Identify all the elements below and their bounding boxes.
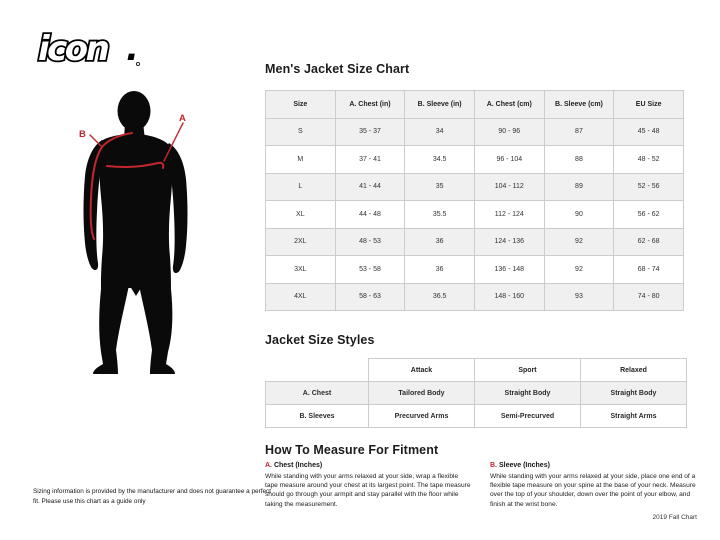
- row-label: S: [266, 118, 336, 146]
- mens-jacket-size-chart-table: [265, 90, 684, 311]
- cell: 96 - 104: [474, 146, 544, 174]
- table-row: [266, 118, 684, 146]
- cell: 52 - 56: [614, 173, 684, 201]
- cell: 35.5: [405, 201, 475, 229]
- cell: 90 - 96: [474, 118, 544, 146]
- male-silhouette-figure: [30, 80, 250, 385]
- measure-instructions: [265, 462, 697, 509]
- cell: 62 - 68: [614, 228, 684, 256]
- table-row: [266, 283, 684, 311]
- table-row: [266, 256, 684, 284]
- table-row: [266, 382, 687, 405]
- col-header: Attack: [369, 359, 475, 382]
- measure-sleeve-prefix: B.: [490, 462, 497, 469]
- row-label: M: [266, 146, 336, 174]
- cell: 92: [544, 256, 614, 284]
- row-label: B. Sleeves: [266, 405, 369, 428]
- header-row: [266, 91, 684, 119]
- measure-chest-prefix: A.: [265, 462, 272, 469]
- table-row: [266, 201, 684, 229]
- cell: 93: [544, 283, 614, 311]
- cell: 90: [544, 201, 614, 229]
- size-chart-title: Men's Jacket Size Chart: [265, 62, 410, 76]
- measure-chest-body: While standing with your arms relaxed at your side, wrap a flexible tape measure around your chest at its largest point. The tape measure should go through your armpit and stay parallel with the floor while taking the measurement.: [265, 472, 471, 508]
- cell: 34: [405, 118, 475, 146]
- table-row: [266, 405, 687, 428]
- cell: Semi-Precurved: [475, 405, 581, 428]
- cell: 56 - 62: [614, 201, 684, 229]
- measure-chest-heading: [265, 462, 472, 469]
- cell: Straight Body: [475, 382, 581, 405]
- col-header: Relaxed: [581, 359, 687, 382]
- chart-version: 2019 Fall Chart: [652, 514, 697, 521]
- cell: 37 - 41: [335, 146, 405, 174]
- col-header: B. Sleeve (in): [405, 91, 475, 119]
- cell: 34.5: [405, 146, 475, 174]
- sizing-disclaimer: Sizing information is provided by the manufacturer and does not guarantee a perfect fit. Please use this chart as a guide only: [33, 488, 272, 505]
- icon-logo-dot: .: [126, 29, 139, 69]
- measure-title: How To Measure For Fitment: [265, 443, 439, 457]
- cell: 48 - 53: [335, 228, 405, 256]
- cell: 44 - 48: [335, 201, 405, 229]
- cell: 36: [405, 228, 475, 256]
- cell: 104 - 112: [474, 173, 544, 201]
- male-silhouette-svg: [30, 80, 250, 380]
- row-label: 4XL: [266, 283, 336, 311]
- cell: 124 - 136: [474, 228, 544, 256]
- cell: 74 - 80: [614, 283, 684, 311]
- diagram-label-b: B: [79, 129, 86, 140]
- male-silhouette-icon: [84, 91, 188, 374]
- cell: 148 - 160: [474, 283, 544, 311]
- row-label: 2XL: [266, 228, 336, 256]
- col-header: A. Chest (in): [335, 91, 405, 119]
- blank-header: [266, 359, 369, 382]
- measure-sleeve-section: [490, 462, 697, 509]
- col-header: EU Size: [614, 91, 684, 119]
- cell: 136 - 148: [474, 256, 544, 284]
- col-header: Size: [266, 91, 336, 119]
- cell: 48 - 52: [614, 146, 684, 174]
- style-chart-title: Jacket Size Styles: [265, 333, 375, 347]
- cell: 89: [544, 173, 614, 201]
- jacket-size-styles-table: [265, 358, 687, 428]
- cell: 68 - 74: [614, 256, 684, 284]
- table-row: [266, 228, 684, 256]
- measure-chest-section: [265, 462, 472, 509]
- row-label: 3XL: [266, 256, 336, 284]
- header-row: [266, 359, 687, 382]
- measure-sleeve-body: While standing with your arms relaxed at your side, place one end of a flexible tape measure on your spine at the base of your neck. Measure over the top of your shoulder, down over the point of your elbow, and finish at the wrist bone.: [490, 472, 696, 508]
- cell: 35 - 37: [335, 118, 405, 146]
- row-label: XL: [266, 201, 336, 229]
- diagram-label-a: A: [179, 113, 186, 124]
- icon-logo-svg: [34, 22, 164, 72]
- cell: 36: [405, 256, 475, 284]
- measure-sleeve-heading: [490, 462, 697, 469]
- cell: Precurved Arms: [369, 405, 475, 428]
- cell: Tailored Body: [369, 382, 475, 405]
- cell: 112 - 124: [474, 201, 544, 229]
- row-label: L: [266, 173, 336, 201]
- cell: 35: [405, 173, 475, 201]
- cell: 36.5: [405, 283, 475, 311]
- icon-logo-text: icon: [38, 29, 108, 69]
- cell: 87: [544, 118, 614, 146]
- cell: 45 - 48: [614, 118, 684, 146]
- cell: 88: [544, 146, 614, 174]
- col-header: A. Chest (cm): [474, 91, 544, 119]
- cell: Straight Body: [581, 382, 687, 405]
- measure-chest-label: Chest (Inches): [273, 462, 323, 469]
- table-row: [266, 173, 684, 201]
- col-header: B. Sleeve (cm): [544, 91, 614, 119]
- cell: 53 - 58: [335, 256, 405, 284]
- table-row: [266, 146, 684, 174]
- measure-sleeve-label: Sleeve (Inches): [498, 462, 550, 469]
- cell: Straight Arms: [581, 405, 687, 428]
- icon-logo: [34, 22, 164, 77]
- label-b-pointer-line: [90, 135, 101, 146]
- row-label: A. Chest: [266, 382, 369, 405]
- cell: 92: [544, 228, 614, 256]
- col-header: Sport: [475, 359, 581, 382]
- cell: 58 - 63: [335, 283, 405, 311]
- cell: 41 - 44: [335, 173, 405, 201]
